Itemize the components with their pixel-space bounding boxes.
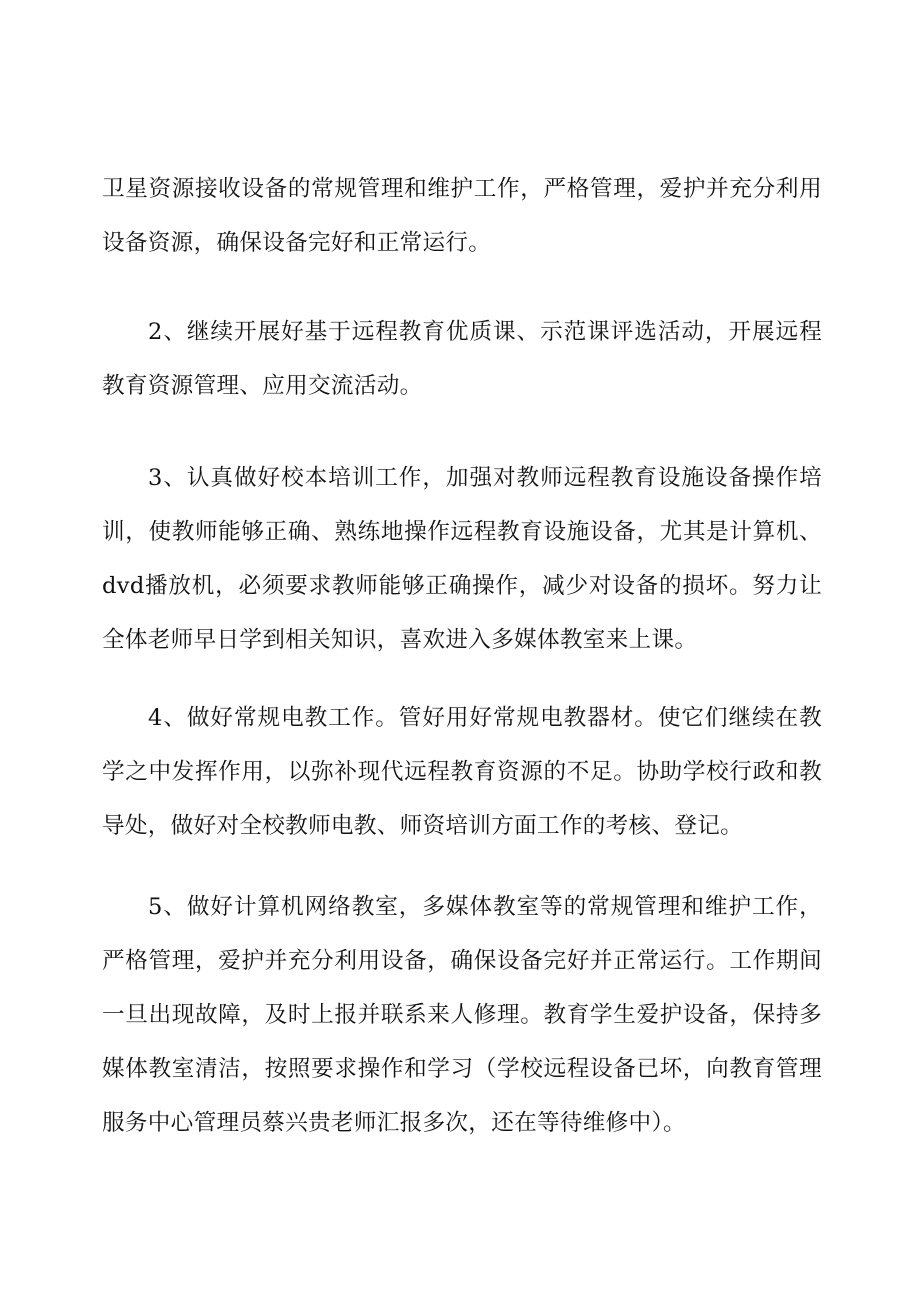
- paragraph-continuation: 卫星资源接收设备的常规管理和维护工作，严格管理，爱护并充分利用设备资源，确保设备完好和正常运行。: [102, 176, 822, 256]
- paragraph-item-4: 4、做好常规电教工作。管好用好常规电教器材。使它们继续在教学之中发挥作用，以弥补现代远程教育资源的不足。协助学校行政和教导处，做好对全校教师电教、师资培训方面工作的考核、登记。: [102, 705, 822, 839]
- paragraph-item-2: 2、继续开展好基于远程教育优质课、示范课评选活动，开展远程教育资源管理、应用交流活动。: [102, 319, 822, 399]
- paragraph-item-5: 5、做好计算机网络教室，多媒体教室等的常规管理和维护工作，严格管理，爱护并充分利用设备，确保设备完好并正常运行。工作期间一旦出现故障，及时上报并联系来人修理。教育学生爱护设备，保持多媒体教室清洁，按照要求操作和学习（学校远程设备已坏，向教育管理服务中心管理员蔡兴贵老师汇报多次，还在等待维修中）。: [102, 894, 822, 1136]
- paragraph-item-3: 3、认真做好校本培训工作，加强对教师远程教育设施设备操作培训，使教师能够正确、熟练地操作远程教育设施设备，尤其是计算机、dvd播放机，必须要求教师能够正确操作，减少对设备的损坏。努力让全体老师早日学到相关知识，喜欢进入多媒体教室来上课。: [102, 465, 822, 653]
